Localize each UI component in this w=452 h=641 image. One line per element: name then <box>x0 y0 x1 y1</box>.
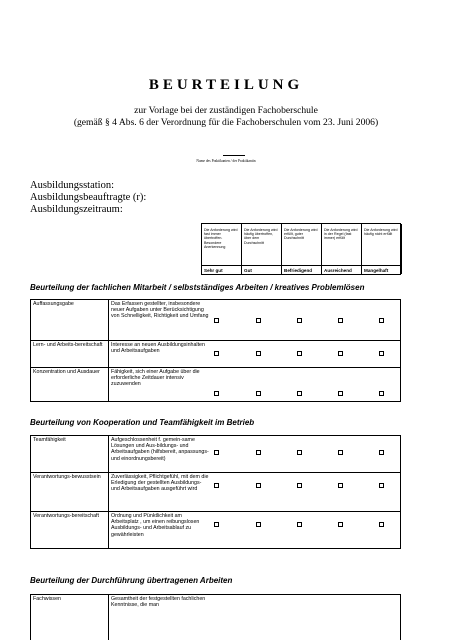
rating-checkbox-ausreichend[interactable] <box>338 522 343 527</box>
rating-label: Ausreichend <box>324 268 352 273</box>
rating-desc: Die Anforderung wird häufig nicht erfüllt <box>364 228 398 237</box>
criteria-table-3 <box>30 594 401 640</box>
rating-label: Sehr gut <box>204 268 223 273</box>
rating-checkbox-sehr-gut[interactable] <box>214 450 219 455</box>
rating-checkbox-ausreichend[interactable] <box>338 351 343 356</box>
section-heading-durchfuehrung: Beurteilung der Durchführung übertragenen Arbeiten <box>30 576 233 585</box>
rating-label: Mangelhaft <box>364 268 389 273</box>
rating-desc: Die Anforderung wird erfüllt, guter Durchschnitt <box>284 228 318 241</box>
rating-checkbox-befriedigend[interactable] <box>297 522 302 527</box>
criterion-description: Aufgeschlossenheit f. gemein-same Lösungen und Aus-bildungs- und Arbeitsaufgaben (hilfsbereit, anpassungs- und einordnungsbereit) <box>111 437 209 462</box>
criterion-description: Zuverlässigkeit, Pflichtgefühl, mit dem die Erledigung der gestellten Ausbildungs- und Arbeitsaufgaben ausgeführt wird <box>111 474 209 493</box>
rating-checkbox-befriedigend[interactable] <box>297 450 302 455</box>
field-ausbildungsstation: Ausbildungsstation: <box>30 180 115 191</box>
rating-desc: Die Anforderung wird in der Regel (fast immer) erfüllt <box>324 228 358 241</box>
rating-checkbox-mangelhaft[interactable] <box>379 318 384 323</box>
criterion-name: Lern- und Arbeits-bereitschaft <box>33 342 103 348</box>
document-subtitle-2: (gemäß § 4 Abs. 6 der Verordnung für die Fachoberschulen vom 23. Juni 2006) <box>73 117 379 128</box>
criteria-table-2 <box>30 435 401 549</box>
rating-checkbox-gut[interactable] <box>256 522 261 527</box>
rating-label: Gut <box>244 268 252 273</box>
rating-scale-header <box>201 223 401 275</box>
rating-checkbox-mangelhaft[interactable] <box>379 483 384 488</box>
section-heading-fachliche-mitarbeit: Beurteilung der fachlichen Mitarbeit / selbstständiges Arbeiten / kreatives Problemlösen <box>30 283 365 292</box>
section-heading-kooperation: Beurteilung von Kooperation und Teamfähigkeit im Betrieb <box>30 418 255 427</box>
criterion-name: Konzentration und Ausdauer <box>33 369 100 375</box>
field-ausbildungszeitraum: Ausbildungszeitraum: <box>30 204 123 215</box>
table-row <box>31 472 400 511</box>
document-subtitle-1: zur Vorlage bei der zuständigen Fachoberschule <box>134 105 318 116</box>
rating-checkbox-ausreichend[interactable] <box>338 391 343 396</box>
rating-col-ausreichend <box>322 224 362 274</box>
criterion-description: Gesamtheit der festgestellten fachlichen Kenntnisse, die man <box>111 596 206 609</box>
rating-col-mangelhaft <box>362 224 402 274</box>
rating-checkbox-sehr-gut[interactable] <box>214 351 219 356</box>
rating-checkbox-ausreichend[interactable] <box>338 318 343 323</box>
rating-checkbox-befriedigend[interactable] <box>297 483 302 488</box>
column-divider <box>108 436 109 548</box>
criterion-description: Interesse an neuen Ausbildungsinhalten und Arbeitsaufgaben <box>111 342 205 355</box>
column-divider <box>108 595 109 640</box>
criterion-name: Verantwortungs-bereitschaft <box>33 513 99 519</box>
table-row <box>31 367 400 403</box>
rating-checkbox-mangelhaft[interactable] <box>379 391 384 396</box>
rating-checkbox-befriedigend[interactable] <box>297 318 302 323</box>
rating-checkbox-gut[interactable] <box>256 391 261 396</box>
field-ausbildungsbeauftragte: Ausbildungsbeauftragte (r): <box>30 192 147 203</box>
rating-col-sehr-gut <box>202 224 242 274</box>
name-caption: Name des Praktikanten / der Praktikantin <box>196 159 256 163</box>
rating-col-gut <box>242 224 282 274</box>
column-divider <box>108 300 109 401</box>
rating-checkbox-gut[interactable] <box>256 318 261 323</box>
rating-checkbox-befriedigend[interactable] <box>297 391 302 396</box>
rating-desc: Die Anforderung wird häufig übertroffen, über dem Durchschnitt <box>244 228 278 245</box>
criteria-table-1 <box>30 299 401 402</box>
rating-checkbox-sehr-gut[interactable] <box>214 391 219 396</box>
rating-checkbox-sehr-gut[interactable] <box>214 483 219 488</box>
criterion-name: Auffassungsgabe <box>33 301 74 307</box>
rating-checkbox-mangelhaft[interactable] <box>379 450 384 455</box>
criterion-name: Teamfähigkeit <box>33 437 66 443</box>
rating-label: Befriedigend <box>284 268 313 273</box>
criterion-description: Fähigkeit, sich einer Aufgabe über die erforderliche Zeitdauer intensiv zuzuwenden <box>111 369 200 388</box>
rating-header-divider <box>202 265 400 266</box>
criterion-description: Das Erfassen gestellter, insbesondere neuer Aufgaben unter Berücksichtigung von Schnelligkeit, Richtigkeit und Umfang <box>111 301 209 320</box>
criterion-name: Fachwissen <box>33 596 61 602</box>
table-row <box>31 511 400 550</box>
name-signature-line <box>223 155 245 156</box>
rating-checkbox-befriedigend[interactable] <box>297 351 302 356</box>
criterion-description: Ordnung und Pünktlichkeit am Arbeitsplatz , um einen reibungslosen Ausbildungs- und Arbeitsablauf zu gewährleisten <box>111 513 200 538</box>
rating-checkbox-gut[interactable] <box>256 483 261 488</box>
rating-checkbox-ausreichend[interactable] <box>338 450 343 455</box>
table-row <box>31 595 400 641</box>
rating-checkbox-sehr-gut[interactable] <box>214 318 219 323</box>
rating-checkbox-mangelhaft[interactable] <box>379 351 384 356</box>
rating-checkbox-mangelhaft[interactable] <box>379 522 384 527</box>
rating-checkbox-gut[interactable] <box>256 351 261 356</box>
rating-checkbox-ausreichend[interactable] <box>338 483 343 488</box>
criterion-name: Verantwortungs-bewusstsein <box>33 474 101 480</box>
rating-desc: Die Anforderung wird fast immer übertroffen. Besondere Anerkennung <box>204 228 238 249</box>
rating-col-befriedigend <box>282 224 322 274</box>
document-title: BEURTEILUNG <box>148 77 304 93</box>
rating-checkbox-sehr-gut[interactable] <box>214 522 219 527</box>
rating-checkbox-gut[interactable] <box>256 450 261 455</box>
